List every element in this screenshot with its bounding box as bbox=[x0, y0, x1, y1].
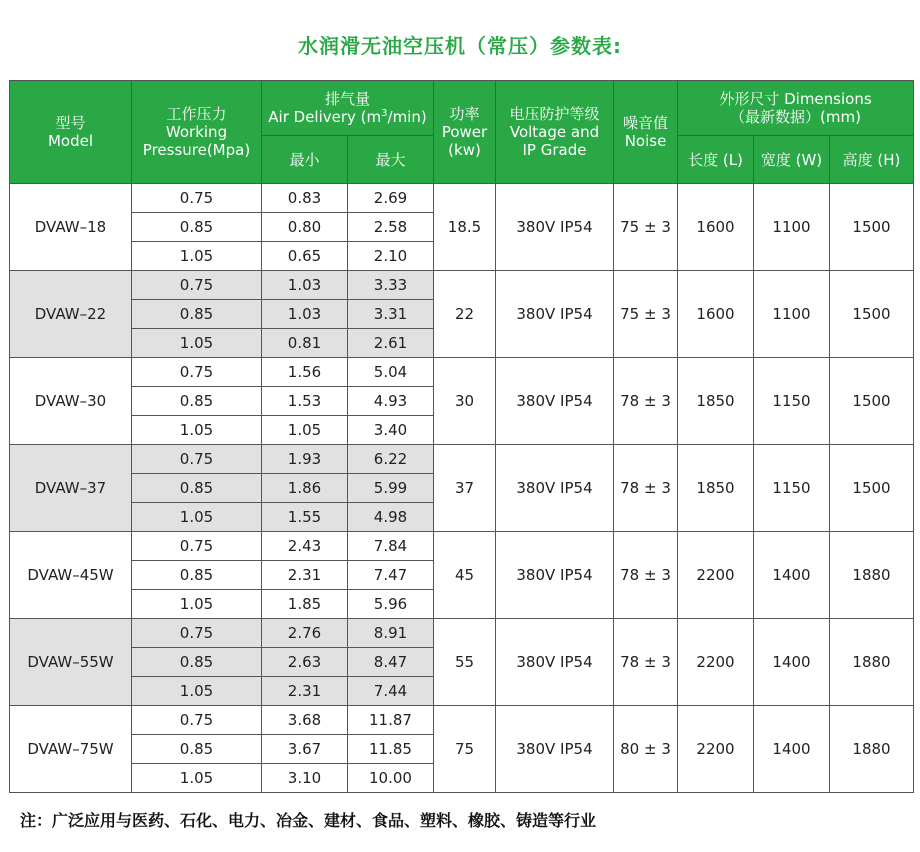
height-cell: 1500 bbox=[830, 358, 914, 445]
pressure-cell: 0.75 bbox=[132, 445, 262, 474]
length-cell: 1850 bbox=[678, 445, 754, 532]
air-max-cell: 4.98 bbox=[348, 503, 434, 532]
width-cell: 1400 bbox=[754, 706, 830, 793]
model-group bbox=[10, 445, 914, 532]
voltage-cell: 380V IP54 bbox=[496, 184, 614, 271]
air-max-cell: 7.47 bbox=[348, 561, 434, 590]
pressure-cell: 0.75 bbox=[132, 532, 262, 561]
power-cell: 22 bbox=[434, 271, 496, 358]
pressure-cell: 0.85 bbox=[132, 735, 262, 764]
length-cell: 1850 bbox=[678, 358, 754, 445]
height-cell: 1880 bbox=[830, 706, 914, 793]
header-noise: 噪音值 Noise bbox=[614, 81, 678, 184]
table-row bbox=[10, 532, 914, 561]
page-title: 水润滑无油空压机（常压）参数表: bbox=[298, 34, 622, 58]
noise-cell: 78 ± 3 bbox=[614, 358, 678, 445]
voltage-cell: 380V IP54 bbox=[496, 532, 614, 619]
noise-cell: 78 ± 3 bbox=[614, 619, 678, 706]
header-pressure: 工作压力 Working Pressure(Mpa) bbox=[132, 81, 262, 184]
pressure-cell: 0.75 bbox=[132, 184, 262, 213]
width-cell: 1100 bbox=[754, 184, 830, 271]
noise-cell: 78 ± 3 bbox=[614, 532, 678, 619]
noise-cell: 80 ± 3 bbox=[614, 706, 678, 793]
air-min-cell: 1.55 bbox=[262, 503, 348, 532]
height-cell: 1500 bbox=[830, 445, 914, 532]
pressure-cell: 0.75 bbox=[132, 271, 262, 300]
air-max-cell: 7.44 bbox=[348, 677, 434, 706]
model-group bbox=[10, 271, 914, 358]
pressure-cell: 1.05 bbox=[132, 242, 262, 271]
air-min-cell: 2.43 bbox=[262, 532, 348, 561]
pressure-cell: 0.85 bbox=[132, 387, 262, 416]
pressure-cell: 1.05 bbox=[132, 329, 262, 358]
air-min-cell: 2.31 bbox=[262, 561, 348, 590]
model-group bbox=[10, 619, 914, 706]
air-min-cell: 1.85 bbox=[262, 590, 348, 619]
width-cell: 1150 bbox=[754, 445, 830, 532]
pressure-cell: 1.05 bbox=[132, 590, 262, 619]
pressure-cell: 0.85 bbox=[132, 561, 262, 590]
model-group bbox=[10, 532, 914, 619]
pressure-cell: 0.85 bbox=[132, 213, 262, 242]
air-min-cell: 1.05 bbox=[262, 416, 348, 445]
noise-cell: 78 ± 3 bbox=[614, 445, 678, 532]
air-min-cell: 1.86 bbox=[262, 474, 348, 503]
air-min-cell: 1.56 bbox=[262, 358, 348, 387]
air-max-cell: 4.93 bbox=[348, 387, 434, 416]
air-min-cell: 2.63 bbox=[262, 648, 348, 677]
power-cell: 45 bbox=[434, 532, 496, 619]
voltage-cell: 380V IP54 bbox=[496, 358, 614, 445]
length-cell: 2200 bbox=[678, 706, 754, 793]
pressure-cell: 0.85 bbox=[132, 300, 262, 329]
model-cell: DVAW–45W bbox=[10, 532, 132, 619]
pressure-cell: 1.05 bbox=[132, 416, 262, 445]
width-cell: 1400 bbox=[754, 532, 830, 619]
header-voltage: 电压防护等级 Voltage and IP Grade bbox=[496, 81, 614, 184]
pressure-cell: 1.05 bbox=[132, 677, 262, 706]
air-max-cell: 2.58 bbox=[348, 213, 434, 242]
air-max-cell: 3.33 bbox=[348, 271, 434, 300]
length-cell: 1600 bbox=[678, 271, 754, 358]
header-dimensions: 外形尺寸 Dimensions （最新数据）(mm) bbox=[678, 81, 914, 136]
model-cell: DVAW–37 bbox=[10, 445, 132, 532]
pressure-cell: 0.75 bbox=[132, 619, 262, 648]
model-group bbox=[10, 706, 914, 793]
header-height: 高度 (H) bbox=[830, 136, 914, 184]
air-min-cell: 0.80 bbox=[262, 213, 348, 242]
model-cell: DVAW–30 bbox=[10, 358, 132, 445]
air-max-cell: 5.99 bbox=[348, 474, 434, 503]
air-min-cell: 3.67 bbox=[262, 735, 348, 764]
table-row bbox=[10, 358, 914, 387]
model-group bbox=[10, 358, 914, 445]
power-cell: 18.5 bbox=[434, 184, 496, 271]
length-cell: 1600 bbox=[678, 184, 754, 271]
air-max-cell: 2.69 bbox=[348, 184, 434, 213]
air-min-cell: 2.31 bbox=[262, 677, 348, 706]
air-min-cell: 0.65 bbox=[262, 242, 348, 271]
header-length: 长度 (L) bbox=[678, 136, 754, 184]
model-cell: DVAW–18 bbox=[10, 184, 132, 271]
air-max-cell: 6.22 bbox=[348, 445, 434, 474]
air-max-cell: 7.84 bbox=[348, 532, 434, 561]
footnote: 注：广泛应用与医药、石化、电力、冶金、建材、食品、塑料、橡胶、铸造等行业 bbox=[20, 811, 597, 830]
pressure-cell: 0.85 bbox=[132, 474, 262, 503]
height-cell: 1500 bbox=[830, 184, 914, 271]
header-power: 功率 Power (kw) bbox=[434, 81, 496, 184]
air-max-cell: 10.00 bbox=[348, 764, 434, 793]
model-cell: DVAW–22 bbox=[10, 271, 132, 358]
header-air-max: 最大 bbox=[348, 136, 434, 184]
air-min-cell: 2.76 bbox=[262, 619, 348, 648]
air-max-cell: 8.91 bbox=[348, 619, 434, 648]
air-min-cell: 0.83 bbox=[262, 184, 348, 213]
air-min-cell: 1.53 bbox=[262, 387, 348, 416]
air-max-cell: 5.96 bbox=[348, 590, 434, 619]
model-group bbox=[10, 184, 914, 271]
power-cell: 37 bbox=[434, 445, 496, 532]
table-row bbox=[10, 706, 914, 735]
length-cell: 2200 bbox=[678, 532, 754, 619]
model-cell: DVAW–55W bbox=[10, 619, 132, 706]
pressure-cell: 0.85 bbox=[132, 648, 262, 677]
noise-cell: 75 ± 3 bbox=[614, 184, 678, 271]
header-air-delivery: 排气量 Air Delivery $(m^3/\min)$ bbox=[262, 81, 434, 136]
air-max-cell: 8.47 bbox=[348, 648, 434, 677]
table-row bbox=[10, 619, 914, 648]
header-model: 型号 Model bbox=[10, 81, 132, 184]
spec-table bbox=[9, 80, 914, 793]
voltage-cell: 380V IP54 bbox=[496, 271, 614, 358]
length-cell: 2200 bbox=[678, 619, 754, 706]
noise-cell: 75 ± 3 bbox=[614, 271, 678, 358]
air-min-cell: 0.81 bbox=[262, 329, 348, 358]
power-cell: 75 bbox=[434, 706, 496, 793]
pressure-cell: 0.75 bbox=[132, 706, 262, 735]
width-cell: 1150 bbox=[754, 358, 830, 445]
air-max-cell: 11.87 bbox=[348, 706, 434, 735]
width-cell: 1100 bbox=[754, 271, 830, 358]
height-cell: 1880 bbox=[830, 619, 914, 706]
air-max-cell: 3.40 bbox=[348, 416, 434, 445]
air-min-cell: 1.03 bbox=[262, 271, 348, 300]
height-cell: 1500 bbox=[830, 271, 914, 358]
air-min-cell: 1.03 bbox=[262, 300, 348, 329]
air-min-cell: 3.68 bbox=[262, 706, 348, 735]
table-row bbox=[10, 184, 914, 213]
width-cell: 1400 bbox=[754, 619, 830, 706]
air-min-cell: 3.10 bbox=[262, 764, 348, 793]
air-max-cell: 5.04 bbox=[348, 358, 434, 387]
air-max-cell: 2.10 bbox=[348, 242, 434, 271]
height-cell: 1880 bbox=[830, 532, 914, 619]
header-air-min: 最小 bbox=[262, 136, 348, 184]
pressure-cell: 1.05 bbox=[132, 503, 262, 532]
voltage-cell: 380V IP54 bbox=[496, 619, 614, 706]
pressure-cell: 0.75 bbox=[132, 358, 262, 387]
table-row bbox=[10, 271, 914, 300]
air-max-cell: 11.85 bbox=[348, 735, 434, 764]
air-min-cell: 1.93 bbox=[262, 445, 348, 474]
power-cell: 55 bbox=[434, 619, 496, 706]
table-row bbox=[10, 445, 914, 474]
air-max-cell: 3.31 bbox=[348, 300, 434, 329]
pressure-cell: 1.05 bbox=[132, 764, 262, 793]
power-cell: 30 bbox=[434, 358, 496, 445]
voltage-cell: 380V IP54 bbox=[496, 706, 614, 793]
model-cell: DVAW–75W bbox=[10, 706, 132, 793]
header-width: 宽度 (W) bbox=[754, 136, 830, 184]
air-max-cell: 2.61 bbox=[348, 329, 434, 358]
voltage-cell: 380V IP54 bbox=[496, 445, 614, 532]
